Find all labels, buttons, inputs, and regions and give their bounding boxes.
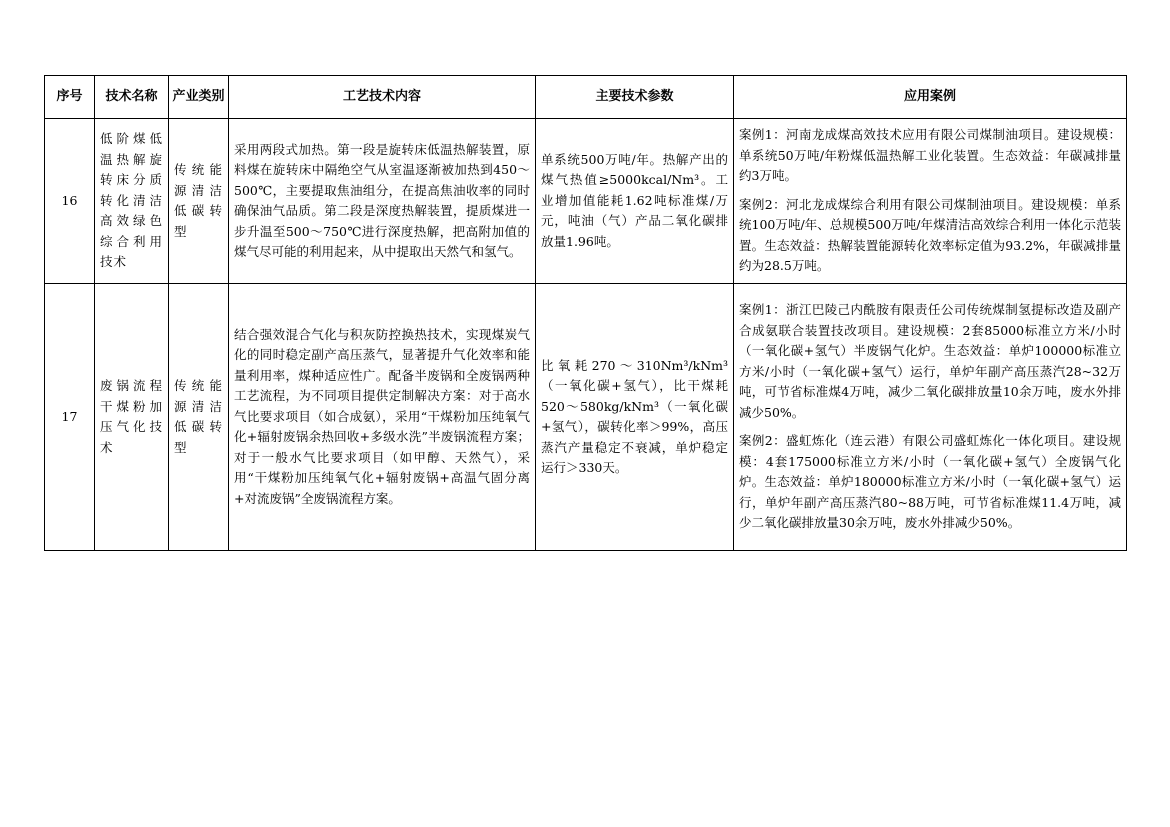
case-2: 案例2：河北龙成煤综合利用有限公司煤制油项目。建设规模：单系统100万吨/年、总规模500万吨/年煤清洁高效综合利用一体化示范装置。生态效益：热解装置能源转化效率标定值为93.2%，年碳减排量约为28.5万吨。 (739, 196, 1121, 274)
header-industry: 产业类别 (169, 76, 229, 119)
table-row (45, 119, 1127, 284)
row-cases (734, 284, 1127, 551)
row-tech-name: 低阶煤低温热解旋转床分质转化清洁高效绿色综合利用技术 (95, 119, 169, 284)
row-seq: 17 (45, 284, 95, 551)
header-params: 主要技术参数 (536, 76, 734, 119)
header-tech-name: 技术名称 (95, 76, 169, 119)
row-process: 采用两段式加热。第一段是旋转床低温热解装置，原料煤在旋转床中隔绝空气从室温逐渐被加热到450～500℃，主要提取焦油组分，在提高焦油收率的同时确保油气品质。第二段是深度热解装置，提质煤进一步升温至500～750℃进行深度热解，把高附加值的煤气尽可能的利用起来，从中提取出天然气和氢气。 (229, 119, 536, 284)
row-cases (734, 119, 1127, 284)
table-header-row (45, 76, 1127, 119)
row-params: 比氧耗270～310Nm³/kNm³（一氧化碳+氢气），比干煤耗520～580kg/kNm³（一氧化碳+氢气），碳转化率＞99%，高压蒸汽产量稳定不衰减，单炉稳定运行＞330天。 (536, 284, 734, 551)
case-1: 案例1：河南龙成煤高效技术应用有限公司煤制油项目。建设规模：单系统50万吨/年粉煤低温热解工业化装置。生态效益：年碳减排量约3万吨。 (739, 127, 1121, 184)
header-process: 工艺技术内容 (229, 76, 536, 119)
row-params: 单系统500万吨/年。热解产出的煤气热值≥5000kcal/Nm³。工业增加值能耗1.62吨标准煤/万元，吨油（气）产品二氧化碳排放量1.96吨。 (536, 119, 734, 284)
row-seq: 16 (45, 119, 95, 284)
row-process: 结合强效混合气化与积灰防控换热技术，实现煤炭气化的同时稳定副产高压蒸气，显著提升气化效率和能量利用率，煤种适应性广。配备半废锅和全废锅两种工艺流程，为不同项目提供定制解决方案：对于高水气比要求项目（如合成氨），采用“干煤粉加压纯氧气化+辐射废锅余热回收+多级水洗”半废锅流程方案；对于一般水气比要求项目（如甲醇、天然气），采用“干煤粉加压纯氧气化+辐射废锅+高温气固分离+对流废锅”全废锅流程方案。 (229, 284, 536, 551)
row-industry: 传统能源清洁低碳转型 (169, 119, 229, 284)
case-2: 案例2：盛虹炼化（连云港）有限公司盛虹炼化一体化项目。建设规模：4套175000标准立方米/小时（一氧化碳+氢气）全废锅气化炉。生态效益：单炉180000标准立方米/小时（一氧化碳+氢气）运行，单炉年副产高压蒸汽80~88万吨，可节省标准煤11.4万吨，减少二氧化碳排放量30余万吨，废水外排减少50%。 (739, 433, 1121, 531)
row-industry: 传统能源清洁低碳转型 (169, 284, 229, 551)
table-row (45, 284, 1127, 551)
header-seq: 序号 (45, 76, 95, 119)
technology-table (44, 75, 1127, 551)
row-tech-name: 废锅流程干煤粉加压气化技术 (95, 284, 169, 551)
case-1: 案例1：浙江巴陵己内酰胺有限责任公司传统煤制氢提标改造及副产合成氨联合装置技改项目。建设规模：2套85000标准立方米/小时（一氧化碳+氢气）半废锅气化炉。生态效益：单炉100000标准立方米/小时（一氧化碳+氢气）运行，单炉年副产高压蒸汽28~32万吨，可节省标准煤4万吨，减少二氧化碳排放量10余万吨，废水外排减少50%。 (739, 302, 1121, 420)
header-cases: 应用案例 (734, 76, 1127, 119)
